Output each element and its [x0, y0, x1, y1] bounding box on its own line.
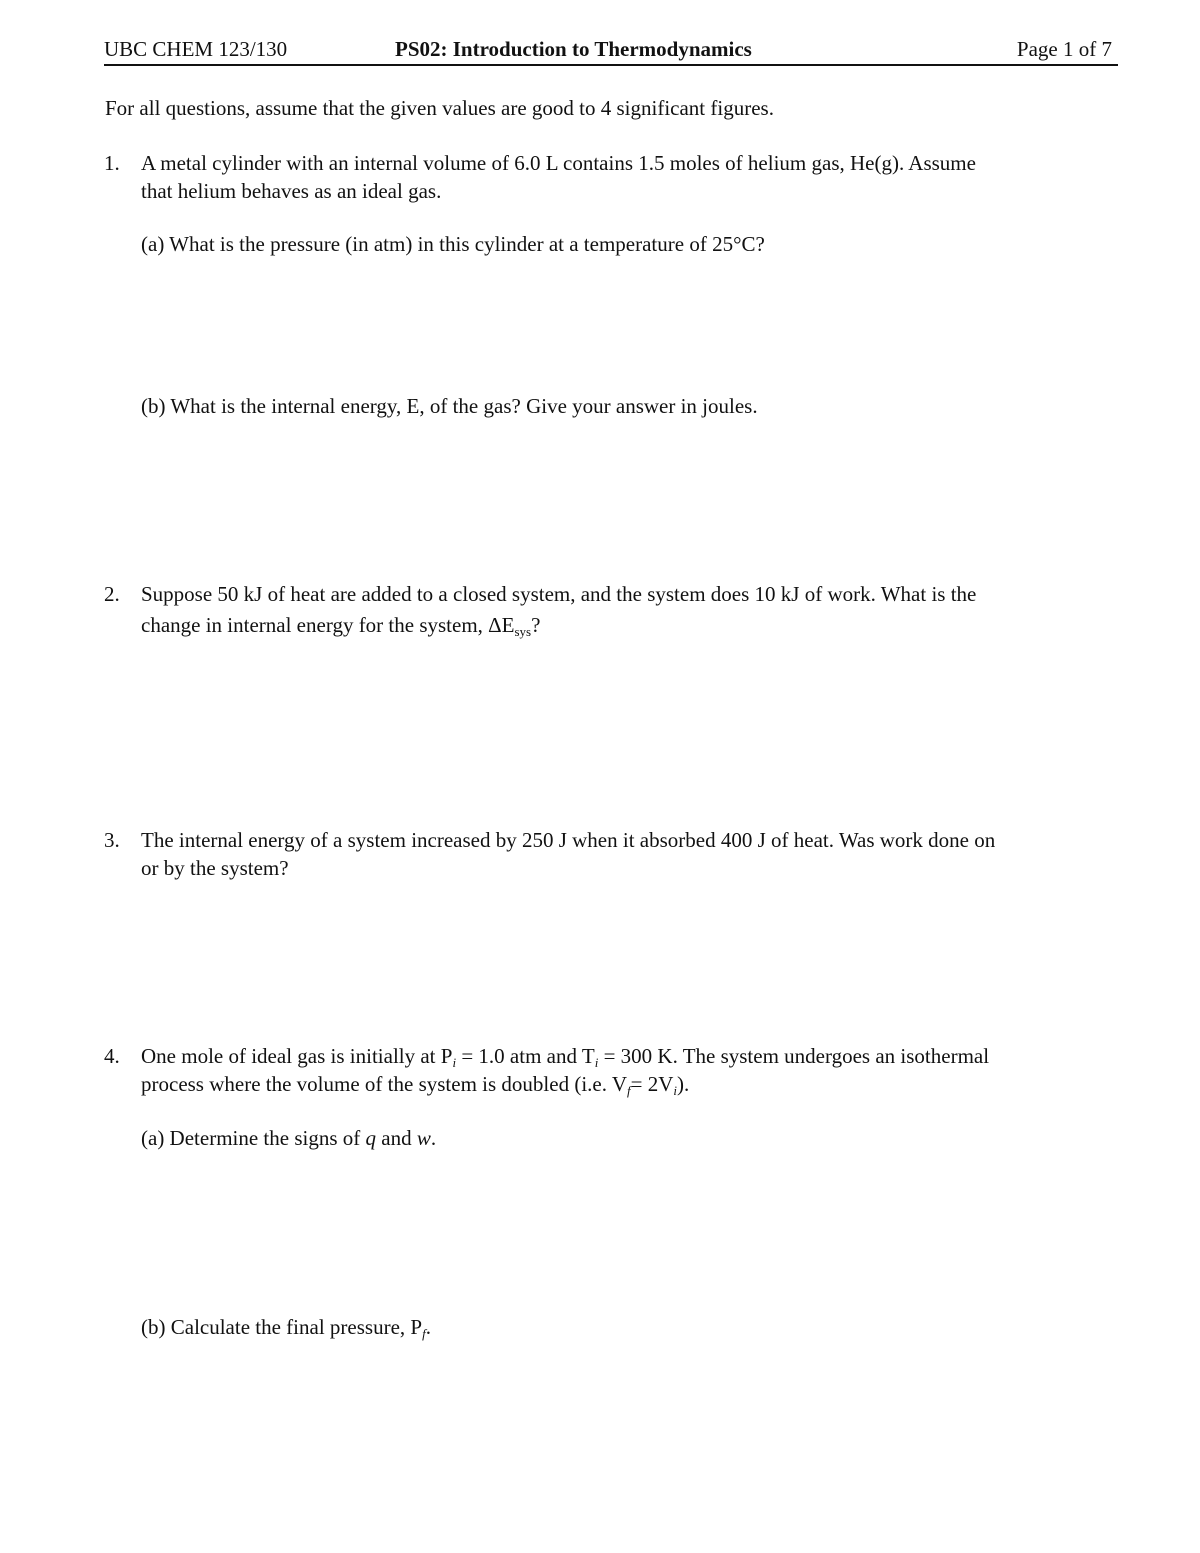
text-run: (b) Calculate the final pressure, P	[141, 1315, 423, 1339]
question-text-line: that helium behaves as an ideal gas.	[141, 179, 442, 203]
question-text-line: Suppose 50 kJ of heat are added to a closed system, and the system does 10 kJ of work. What is the	[141, 582, 977, 606]
course-code: UBC CHEM 123/130	[104, 37, 288, 61]
question-number: 4.	[104, 1044, 120, 1068]
text-run: One mole of ideal gas is initially at P	[141, 1044, 453, 1068]
question-text-line: The internal energy of a system increased by 250 J when it absorbed 400 J of heat. Was work done on	[141, 828, 996, 852]
question-part-b: (b) What is the internal energy, E, of the gas? Give your answer in joules.	[141, 394, 758, 418]
subscript: f	[627, 1083, 631, 1098]
question-number: 3.	[104, 828, 120, 852]
text-run: (a) Determine the signs of	[141, 1126, 366, 1150]
subscript: i	[594, 1055, 599, 1070]
question-number: 1.	[104, 151, 120, 175]
page-number: Page 1 of 7	[1016, 37, 1112, 61]
text-run: and	[376, 1126, 417, 1150]
variable: w	[416, 1126, 431, 1150]
question-text-line: A metal cylinder with an internal volume of 6.0 L contains 1.5 moles of helium gas, He(g). Assume	[141, 151, 976, 175]
page-header	[104, 34, 1118, 66]
question-part-b	[141, 1313, 431, 1341]
text-run: = 2V	[630, 1072, 674, 1096]
text-run: change in internal energy for the system, ΔE	[141, 613, 515, 637]
variable: q	[365, 1126, 377, 1150]
text-run: = 300 K. The system undergoes an isothermal	[598, 1044, 990, 1068]
question-text-line	[141, 1070, 1116, 1098]
subscript: f	[422, 1326, 426, 1341]
text-run: = 1.0 atm and T	[456, 1044, 595, 1068]
text-run: .	[425, 1315, 431, 1339]
subscript: i	[673, 1083, 678, 1098]
text-run: ).	[677, 1072, 690, 1096]
question-number: 2.	[104, 582, 120, 606]
text-run: .	[430, 1126, 437, 1150]
text-run: process where the volume of the system is doubled (i.e. V	[141, 1072, 628, 1096]
question-text-line	[141, 611, 1116, 639]
subscript: sys	[514, 624, 532, 639]
question-text-line: or by the system?	[141, 856, 289, 880]
question-part-a: (a) What is the pressure (in atm) in this cylinder at a temperature of 25°C?	[141, 232, 765, 256]
question-part-a	[141, 1124, 436, 1152]
subscript: i	[452, 1055, 457, 1070]
intro-text: For all questions, assume that the given values are good to 4 significant figures.	[105, 96, 774, 120]
document-title: PS02: Introduction to Thermodynamics	[395, 37, 752, 61]
question-text-line	[141, 1042, 1116, 1070]
text-run: ?	[531, 613, 541, 637]
